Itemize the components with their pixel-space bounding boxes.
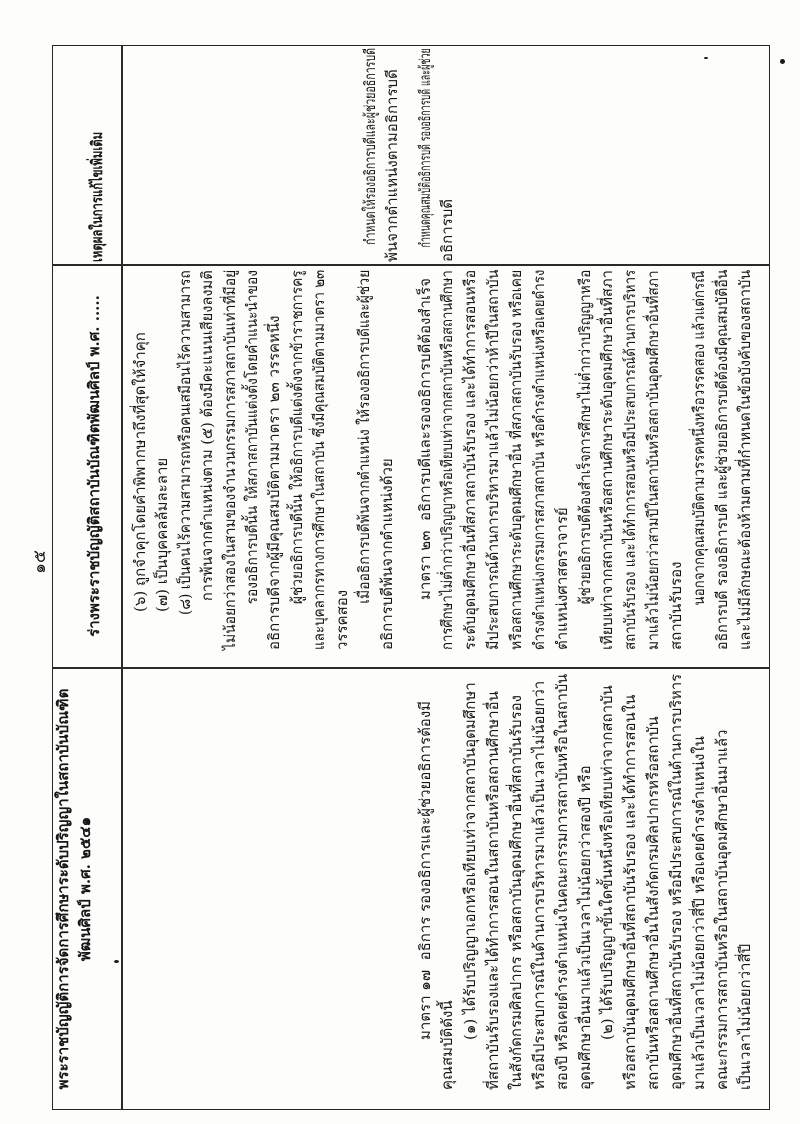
header-line: [83, 268, 105, 664]
text-line: อุดมศึกษาอื่นที่สถาบันรับรอง หรือมีประสบการณ์ในด้านการบริหาร: [667, 673, 686, 1090]
col-draft-act-part-b: [414, 270, 757, 650]
text-line: อธิการบดี: [438, 199, 457, 262]
text-line: (๘) เป็นคนไร้ความสามารถหรือคนเสมือนไร้ความสามารถ: [175, 270, 194, 616]
header-line: [74, 670, 96, 1108]
column-divider: [52, 264, 770, 265]
text-line: รองอธิการบดีนั้น ให้สภาสถาบันแต่งตั้งโดยคำแนะนำของ: [242, 270, 261, 605]
text-line: อุดมศึกษาอื่นมาแล้วเป็นเวลาไม่น้อยกว่าสองปี หรือ: [575, 765, 594, 1090]
text-line: และบุคลากรทางการศึกษาในสถาบัน ซึ่งมีคุณสมบัติตามมาตรา ๒๓: [310, 269, 329, 650]
text-line: ผู้ช่วยอธิการบดีต้องสำเร็จการศึกษาไม่ต่ำกว่าปริญญาหรือ: [575, 269, 594, 605]
header-line: [52, 670, 74, 1108]
header-text: ร่างพระราชบัญญัติสถาบันบัณฑิตพัฒนศิลป์ พ.ศ. .....: [85, 295, 103, 637]
col-draft-act-part-a: [129, 270, 398, 650]
header-text: เหตุผลในการแก้ไขเพิ่มเติม: [88, 131, 106, 262]
text-line: อธิการบดี รองอธิการบดี และผู้ช่วยอธิการบดีต้องมีคุณสมบัติอื่น: [712, 269, 731, 650]
text-line: มาแล้วเป็นเวลาไม่น้อยกว่าสี่ปี หรือเคยดำรงตำแหน่งใน: [689, 736, 708, 1090]
text-line: คุณสมบัติดังนี้: [438, 1000, 457, 1090]
text-line: การพ้นจากตำแหน่งตาม (๕) ต้องมีคะแนนเสียงลงมติ: [198, 270, 217, 602]
text-line: (๗) เป็นบุคคลล้มละลาย: [153, 457, 172, 612]
scan-speck: [780, 59, 785, 64]
text-line: เทียบเท่าจากสถาบันหรือสถานศึกษาระดับอุดมศึกษาอื่นที่สภา: [598, 270, 617, 650]
scan-speck: [114, 960, 119, 963]
text-line: สองปี หรือเคยดำรงตำแหน่งในคณะกรรมการสถาบันหรือในสถาบัน: [552, 673, 571, 1090]
column-divider: [52, 667, 770, 668]
text-line: (๖) ถูกจำคุกโดยคำพิพากษาถึงที่สุดให้จำคุก: [130, 332, 149, 612]
text-line: และไม่มีลักษณะต้องห้ามตามที่กำหนดในข้อบังคับของสถาบัน: [735, 269, 754, 650]
text-line: เป็นเวลาไม่น้อยกว่าสี่ปี: [735, 943, 754, 1090]
text-line: พ้นจากตำแหน่งตามอธิการบดี: [383, 69, 402, 262]
col-act-2541: [414, 674, 757, 1090]
text-line: ดำรงตำแหน่งกรรมการสภาสถาบัน หรือดำรงตำแหน่งหรือเคยดำรง: [529, 269, 548, 650]
text-line: ผู้ช่วยอธิการบดีนั้น ให้อธิการบดีแต่งตั้งจากข้าราชการครู: [287, 270, 306, 605]
text-line: (๒) ได้รับปริญญาขั้นใดขั้นหนึ่งหรือเทียบเท่าจากสถาบัน: [598, 685, 617, 1040]
text-line: อธิการบดีจากผู้มีคุณสมบัติตามมาตรา ๒๓ วรรคหนึ่ง: [265, 315, 284, 650]
header-text: พระราชบัญญัติการจัดการศึกษาระดับปริญญาในสถาบันบัณฑิต: [54, 688, 72, 1090]
page-number: ๑๕: [30, 550, 50, 574]
text-line: สถาบันหรือสถานศึกษาอื่นในสังกัดกรมศิลปากรหรือสถาบัน: [644, 716, 663, 1090]
text-line: การศึกษาไม่ต่ำกว่าปริญญาหรือเทียบเท่าจากสถาบันหรือสถานศึกษา: [438, 270, 457, 650]
text-line: มาแล้วไม่น้อยกว่าสามปีในสถาบันหรือสถาบันอุดมศึกษาอื่นที่สภา: [644, 270, 663, 650]
text-line: มาตรา ๑๗ อธิการ รองอธิการและผู้ช่วยอธิการต้องมี: [415, 700, 434, 1040]
text-line: สถาบันรับรอง: [667, 561, 686, 650]
col-reason-part-a: [359, 48, 404, 262]
header-divider: [121, 45, 122, 1110]
text-line: ตำแหน่งศาสตราจารย์: [552, 507, 571, 650]
header-col-draft-act: [83, 268, 105, 664]
header-line: [86, 132, 108, 262]
text-line: เมื่ออธิการบดีพ้นจากตำแหน่ง ให้รองอธิการบดีและผู้ช่วย: [355, 269, 374, 604]
text-line: กำหนดให้รองอธิการบดีและผู้ช่วยอธิการบดี: [360, 47, 379, 245]
text-line: นอกจากคุณสมบัติตามวรรคหนึ่งหรือวรรคสอง แล้วแต่กรณี: [689, 270, 708, 606]
text-line: มาตรา ๒๓ อธิการบดีและรองอธิการบดีต้องสำเร็จ: [415, 278, 434, 600]
text-line: (๑) ได้รับปริญญาเอกหรือเทียบเท่าจากสถาบันอุดมศึกษา: [461, 682, 480, 1040]
text-line: อธิการบดีพ้นจากตำแหน่งด้วย: [377, 458, 396, 650]
text-line: หรือมีประสบการณ์ในด้านการบริหารมาแล้วเป็นเวลาไม่น้อยกว่า: [529, 680, 548, 1090]
text-line: หรือสถาบันอุดมศึกษาอื่นที่สถาบันรับรอง และได้ทำการสอนใน: [621, 694, 640, 1090]
scan-speck: [704, 57, 708, 59]
text-line: กำหนดคุณสมบัติอธิการบดี รองอธิการบดี และผู้ช่วย: [415, 48, 434, 248]
text-line: สถาบันรับรอง และได้ทำการสอนหรือมีประสบการณ์ด้านการบริหาร: [621, 269, 640, 650]
text-line: ไม่น้อยกว่าสองในสามของจำนวนกรรมการสภาสถาบันเท่าที่มีอยู่: [220, 269, 239, 650]
text-line: คณะกรรมการสถาบันหรือในสถาบันอุดมศึกษาอื่นมาแล้ว: [712, 729, 731, 1090]
header-text: พัฒนศิลป์ พ.ศ. ๒๕๔๑: [76, 816, 94, 962]
text-line: วรรคสอง: [332, 589, 351, 650]
text-line: ระดับอุดมศึกษาอื่นที่สภาสถาบันรับรอง และได้ทำการสอนหรือ: [461, 269, 480, 650]
text-line: หรือสถานศึกษาระดับอุดมศึกษาอื่น ที่สภาสถาบันรับรอง หรือเคย: [507, 269, 526, 650]
text-line: ในสังกัดกรมศิลปากร หรือสถาบันอุดมศึกษาอื่นที่สถาบันรับรอง: [507, 695, 526, 1090]
text-line: มีประสบการณ์ด้านการบริหารมาแล้วไม่น้อยกว่าห้าปีในสถาบัน: [484, 269, 503, 650]
header-col-reason: [86, 132, 108, 262]
text-line: ที่สถาบันรับรองและได้ทำการสอนในสถาบันหรือสถานศึกษาอื่น: [484, 691, 503, 1090]
col-reason-part-b: [414, 48, 460, 262]
header-col-act-2541: [52, 670, 96, 1108]
